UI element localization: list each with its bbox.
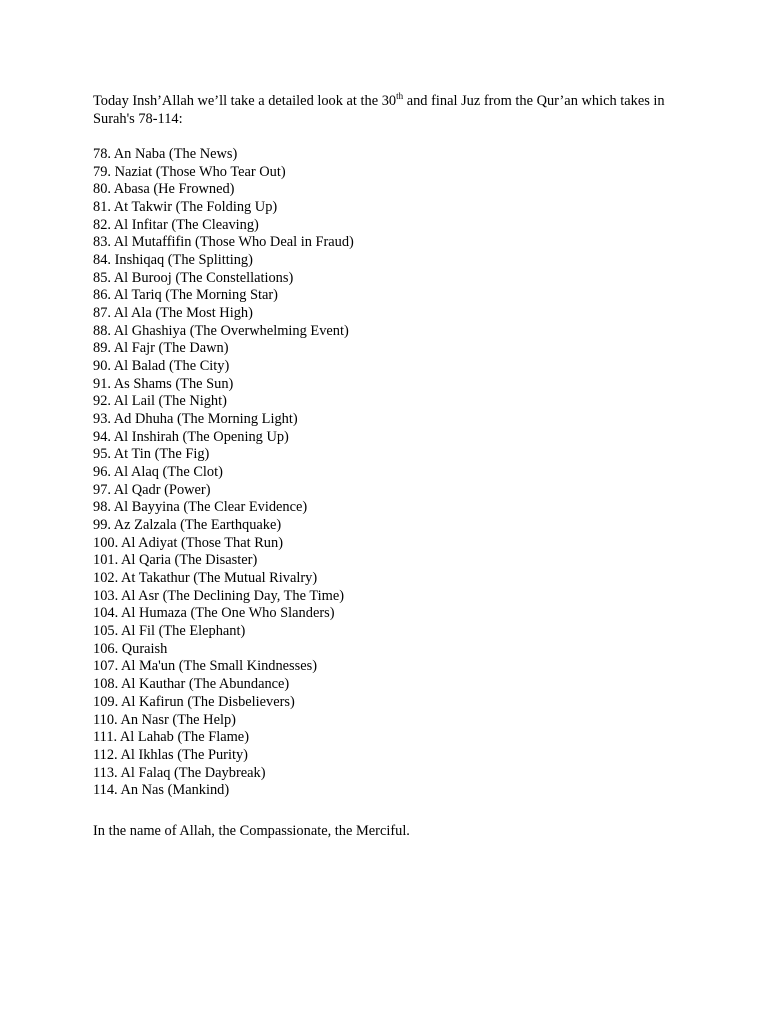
list-item: 80. Abasa (He Frowned) — [93, 181, 235, 198]
intro-text-end: and final Juz from the Qur’an which takes in Surah's 78-114: — [93, 93, 665, 127]
list-item: 101. Al Qaria (The Disaster) — [93, 552, 258, 569]
list-item: 104. Al Humaza (The One Who Slanders) — [93, 605, 335, 622]
list-item: 108. Al Kauthar (The Abundance) — [93, 676, 290, 693]
list-item: 109. Al Kafirun (The Disbelievers) — [93, 693, 295, 710]
list-item: 102. At Takathur (The Mutual Rivalry) — [93, 570, 318, 587]
list-item: 105. Al Fil (The Elephant) — [93, 623, 246, 640]
list-item: 96. Al Alaq (The Clot) — [93, 464, 223, 481]
list-item: 82. Al Infitar (The Cleaving) — [93, 216, 259, 233]
list-item: 89. Al Fajr (The Dawn) — [93, 340, 229, 357]
list-item: 94. Al Inshirah (The Opening Up) — [93, 428, 289, 445]
list-item: 97. Al Qadr (Power) — [93, 481, 211, 498]
list-item: 103. Al Asr (The Declining Day, The Time) — [93, 587, 345, 604]
list-item: 107. Al Ma'un (The Small Kindnesses) — [93, 658, 318, 675]
list-item: 106. Quraish — [93, 640, 168, 657]
list-item: 91. As Shams (The Sun) — [93, 375, 234, 392]
list-item: 95. At Tin (The Fig) — [93, 446, 210, 463]
intro-paragraph — [93, 92, 673, 128]
intro-text-start: Today Insh’Allah we’ll take a detailed look at the 30 — [93, 93, 397, 109]
list-item: 85. Al Burooj (The Constellations) — [93, 269, 294, 286]
list-item: 87. Al Ala (The Most High) — [93, 305, 253, 322]
list-item: 100. Al Adiyat (Those That Run) — [93, 534, 283, 551]
intro-superscript: th — [396, 91, 404, 101]
list-item: 98. Al Bayyina (The Clear Evidence) — [93, 499, 308, 516]
list-item: 79. Naziat (Those Who Tear Out) — [93, 163, 286, 180]
list-item: 110. An Nasr (The Help) — [93, 711, 236, 728]
surah-list — [93, 146, 354, 800]
list-item: 93. Ad Dhuha (The Morning Light) — [93, 411, 298, 428]
list-item: 84. Inshiqaq (The Splitting) — [93, 252, 253, 269]
list-item: 88. Al Ghashiya (The Overwhelming Event) — [93, 322, 349, 339]
list-item: 114. An Nas (Mankind) — [93, 782, 230, 799]
closing-line: In the name of Allah, the Compassionate, the Merciful. — [93, 823, 410, 839]
list-item: 81. At Takwir (The Folding Up) — [93, 199, 278, 216]
list-item: 99. Az Zalzala (The Earthquake) — [93, 517, 282, 534]
list-item: 90. Al Balad (The City) — [93, 358, 230, 375]
list-item: 111. Al Lahab (The Flame) — [93, 729, 249, 746]
list-item: 113. Al Falaq (The Daybreak) — [93, 764, 266, 781]
list-item: 83. Al Mutaffifin (Those Who Deal in Fraud) — [93, 234, 354, 251]
list-item: 92. Al Lail (The Night) — [93, 393, 227, 410]
list-item: 86. Al Tariq (The Morning Star) — [93, 287, 278, 304]
list-item: 78. An Naba (The News) — [93, 146, 238, 162]
list-item: 112. Al Ikhlas (The Purity) — [93, 746, 248, 763]
